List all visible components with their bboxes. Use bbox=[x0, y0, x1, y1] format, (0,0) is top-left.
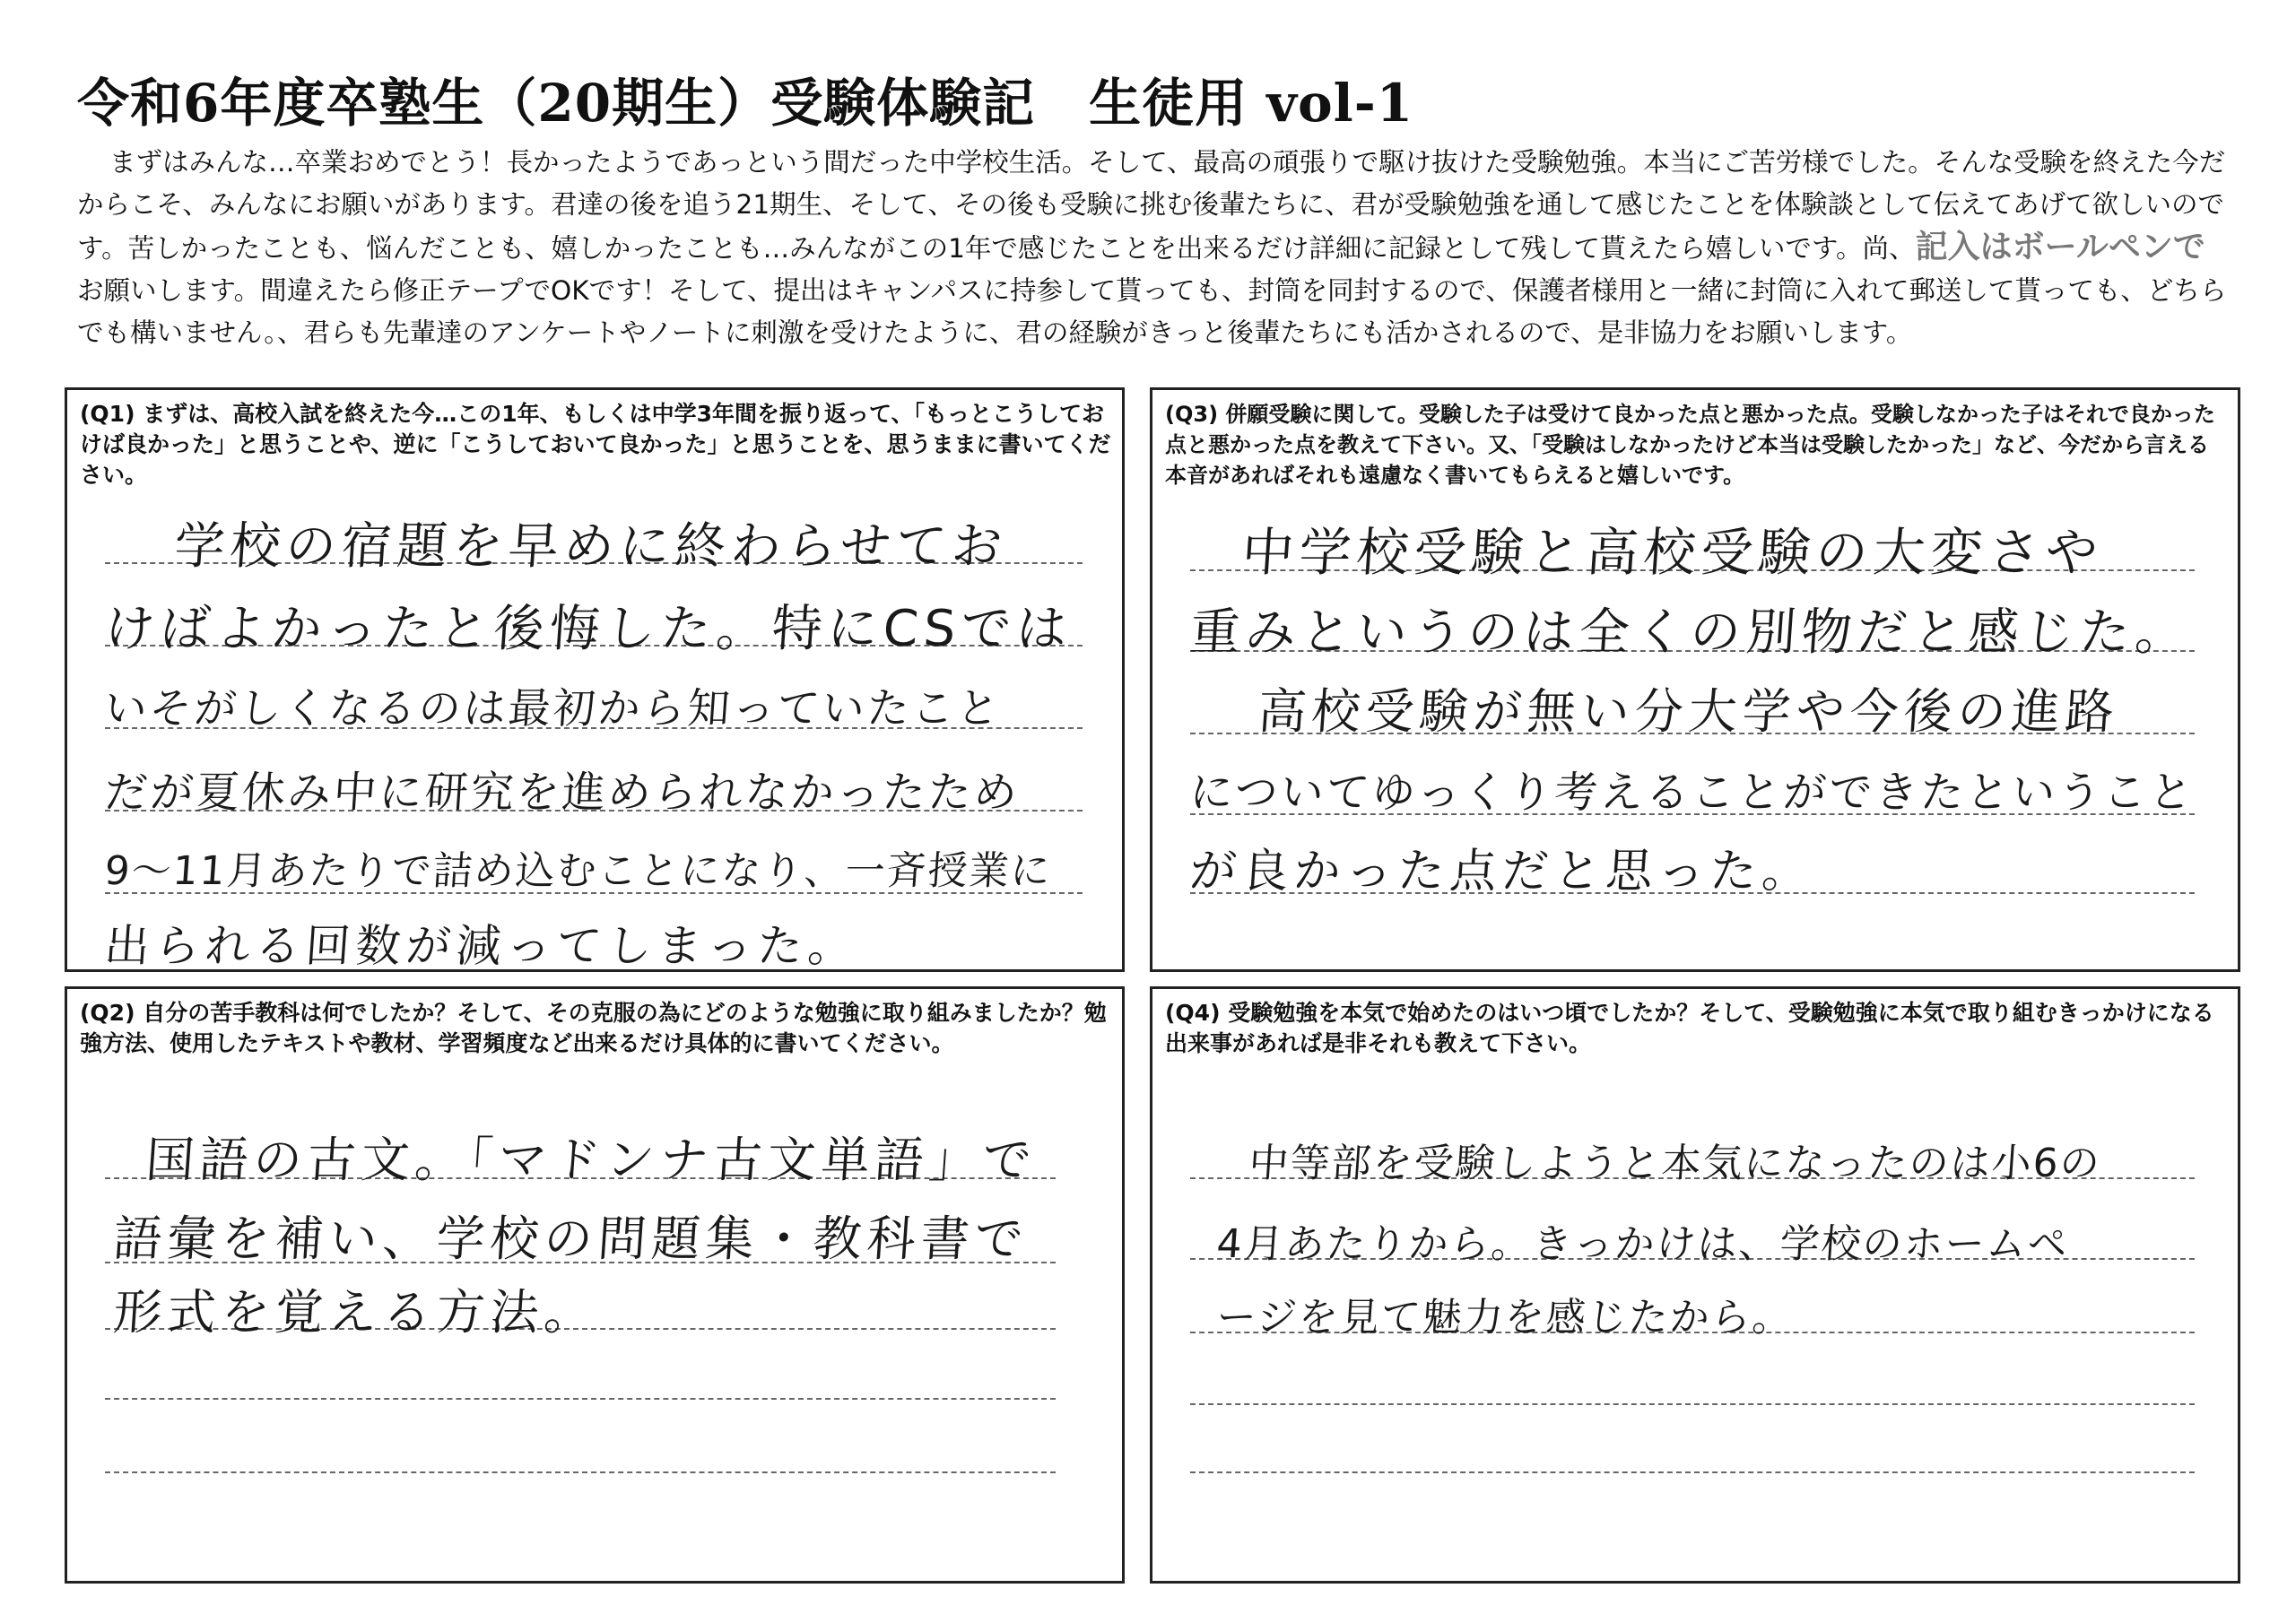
answer-text: 中学校受験と高校受験の大変さや bbox=[1239, 522, 2106, 583]
answer-text: 中等部を受験しようと本気になったのは小6の bbox=[1247, 1141, 2103, 1186]
question-text: (Q2) 自分の苦手教科は何でしたか？そして、その克服の為にどのような勉強に取り組みましたか？勉強方法、使用したテキストや教材、学習頻度など出来るだけ具体的に書いてください。 bbox=[80, 1000, 1107, 1056]
answer-line bbox=[1190, 1403, 2195, 1405]
answer-text: 重みというのは全くの別物だと感じた。 bbox=[1187, 603, 2193, 662]
question-box-q1 bbox=[65, 387, 1125, 972]
question-text: (Q1) まずは、高校入試を終えた今…この1年、もしくは中学3年間を振り返って、「もっとこうしておけば良かった」と思うことや、逆に「こうしておいて良かった」と思うことを、思うままに書いてください。 bbox=[80, 401, 1111, 488]
answer-text: 学校の宿題を早めに終わらせてお bbox=[172, 517, 1010, 576]
answer-text: ージを見て魅力を感じたから。 bbox=[1214, 1295, 1796, 1341]
answer-text: 出られる回数が減ってしまった。 bbox=[102, 920, 860, 972]
answer-line bbox=[105, 1471, 1056, 1473]
answer-text: についてゆっくり考えることができたということ bbox=[1187, 768, 2197, 818]
answer-text: 高校受験が無い分大学や今後の進路 bbox=[1256, 683, 2121, 740]
answer-text: けばよかったと後悔した。特にCSでは bbox=[102, 600, 1074, 658]
answer-text: だが夏休み中に研究を進められなかったため bbox=[102, 768, 1022, 818]
answer-text: 9～11月あたりで詰め込むことになり、一斉授業に bbox=[102, 848, 1054, 894]
answer-text: 4月あたりから。きっかけは、学校のホームペ bbox=[1214, 1221, 2071, 1267]
page-title bbox=[77, 61, 1413, 136]
answer-text: 国語の古文。「マドンナ古文単語」で bbox=[144, 1132, 1039, 1188]
question-text: (Q3) 併願受験に関して。受験した子は受けて良かった点と悪かった点。受験しなかった子はそれで良かった点と悪かった点を教えて下さい。又、「受験はしなかったけど本当は受験したかった」など、今だから言える本音があればそれも遠慮なく書いてもらえると嬉しいです。 bbox=[1165, 402, 2215, 488]
question-box-q2 bbox=[65, 986, 1125, 1584]
answer-text: が良かった点だと思った。 bbox=[1187, 845, 1816, 898]
answer-line bbox=[105, 1398, 1056, 1400]
answer-text: 形式を覚える方法。 bbox=[111, 1284, 600, 1341]
answer-text: いそがしくなるのは最初から知っていたこと bbox=[102, 684, 1004, 733]
answer-line bbox=[1190, 1471, 2195, 1473]
intro-text-after: お願いします。間違えたら修正テープでOKです！そして、提出はキャンパスに持参して貰っても、封筒を同封するので、保護者様用と一緒に封筒に入れて郵送して貰っても、どちらでも構いません。、君らも先輩達のアンケートやノートに刺激を受けたように、君の経験がきっと後輩たちにも活かされるので、是非協力をお願いします。 bbox=[77, 275, 2227, 348]
intro-paragraph bbox=[77, 142, 2230, 354]
intro-emphasis: 記入はボールペンで bbox=[1915, 229, 2205, 265]
title-sub: 生徒用 vol-1 bbox=[1089, 73, 1414, 134]
title-main: 令和6年度卒塾生（20期生）受験体験記 bbox=[77, 73, 1036, 134]
intro-text-before: まずはみんな…卒業おめでとう！長かったようであっという間だった中学校生活。そして、最高の頑張りで駆け抜けた受験勉強。本当にご苦労様でした。そんな受験を終えた今だからこそ、みんなにお願いがあります。君達の後を追う21期生、そして、その後も受験に挑む後輩たちに、君が受験勉強を通して感じたことを体験談として伝えてあげて欲しいのです。苦しかったことも、悩んだことも、嬉しかったことも…みんながこの1年で感じたことを出来るだけ詳細に記録として残して貰えたら嬉しいです。尚、 bbox=[77, 147, 2226, 264]
question-box-q3 bbox=[1150, 387, 2240, 972]
question-text: (Q4) 受験勉強を本気で始めたのはいつ頃でしたか？そして、受験勉強に本気で取り組むきっかけになる出来事があれば是非それも教えて下さい。 bbox=[1165, 1000, 2214, 1056]
question-box-q4 bbox=[1150, 986, 2240, 1584]
answer-text: 語彙を補い、学校の問題集・教科書で bbox=[111, 1211, 1031, 1267]
